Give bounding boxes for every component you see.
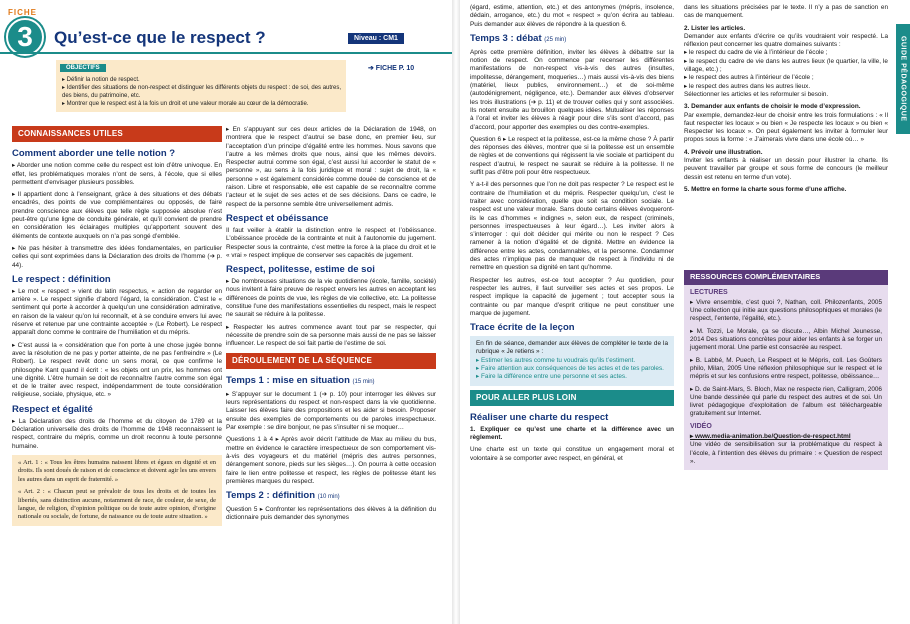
objectives-list <box>62 76 342 108</box>
paragraph: ▸ Il appartient donc à l’enseignant, grâce à des situations et des débats encadrés, des points de vue complémentaires ou opposés, de faire prendre conscience aux élèves que telle règle supposée absolue n’est peut-être qu’une ligne de conduite générale, et qu’il convient de prendre en considération les éclairages multiples qu’apportent souvent des éléments de contexte auxquels on n’a pas songé d’emblée. <box>12 191 222 240</box>
guide-pedagogique-tab: GUIDE PÉDAGOGIQUE <box>896 24 910 134</box>
charte-step-4: 4. Prévoir une illustration. <box>684 148 763 156</box>
heading-charte: Réaliser une charte du respect <box>470 411 609 423</box>
trace-intro: En fin de séance, demander aux élèves de compléter le texte de la rubrique « Je retiens » : <box>476 340 668 356</box>
list-item: ▸ le respect des autres dans les autres lieux. <box>684 82 811 90</box>
left-column-a <box>12 126 222 624</box>
section-band-deroulement: DÉROULEMENT DE LA SÉQUENCE <box>226 353 436 369</box>
charte-step-1: 1. Expliquer ce qu’est une charte et la différence avec un règlement. <box>470 425 674 442</box>
right-page <box>460 0 910 624</box>
book-spine <box>452 0 460 624</box>
right-column-b <box>684 4 888 624</box>
paragraph: (égard, estime, attention, etc.) et des antonymes (mépris, insolence, dédain, arrogance, etc.) du mot « respect » qu’on écrira au tableau. Puis demander aux élèves de répondre à la question 6. <box>470 4 674 28</box>
resource-item: ▸ D. de Saint-Mars, S. Bloch, Max ne respecte rien, Calligram, 2006 Une bande dessinée qui parle du respect des autres et de soi. Un livret pédagogique d’exploitation de l’album est téléchargeable gratuitement sur Internet. <box>690 385 882 418</box>
video-link[interactable]: ▸ www.media-animation.be/Question-de-respect.html <box>690 432 851 440</box>
list-item: ▸ le respect des autres à l’intérieur de l’école ; <box>684 74 814 82</box>
paragraph: Question 5 ▸ Confronter les représentations des élèves à la définition du dictionnaire puis demander des synonymes <box>226 506 436 522</box>
heading-temps-3 <box>470 33 674 46</box>
paragraph: ▸ Ne pas hésiter à transmettre des idées fondamentales, en particulier celles qui sont exprimées dans la Déclaration des droits de l’homme (➔ p. 44). <box>12 244 222 269</box>
charte-step-2: 2. Lister les articles. <box>684 24 746 32</box>
heading-definition: Le respect : définition <box>12 273 111 285</box>
section-band-connaissances: CONNAISSANCES UTILES <box>12 126 222 142</box>
paragraph: Demander aux enfants d’écrire ce qu’ils voudraient voir respecté. La réflexion peut concerner les quatre domaines suivants : <box>684 32 888 49</box>
paragraph: ▸ En s’appuyant sur ces deux articles de la Déclaration de 1948, on montrera que le respect d’autrui se base donc, en premier lieu, sur l’acceptation d’un principe d’égalité entre les hommes. Nous savons que l’autre a les mêmes droits que nous, ainsi que les mêmes devoirs. Respecter autrui comme son égal, c’est aussi lui accorder le statut de « personne », au sens à la fois juridique et moral : sujet de droit, la « personne » est également considérée comme douée de conscience et de raison. Libre et responsable, elle est capable de se reconnaître comme l’acteur et le sujet de ses actes et de ses décisions. Dans ce cadre, le respect de la personne semble être universellement admis. <box>226 126 436 208</box>
resources-band: RESSOURCES COMPLÉMENTAIRES <box>684 270 888 284</box>
heading-obeissance: Respect et obéissance <box>226 212 329 224</box>
paragraph: ▸ S’appuyer sur le document 1 (➔ p. 10) pour interroger les élèves sur leurs représentations du respect et non-respect dans la vie quotidienne. Laisser les élèves faire des propositions et les aider si besoin. Proposer ensuite des exemples de comportements ou de paroles irrespectueux. Par exemple : se dire bonjour, ne pas s’insulter ni se moquer… <box>226 390 436 432</box>
paragraph: Y a-t-il des personnes que l’on ne doit pas respecter ? Le respect est le contraire de l’humiliation et du mépris. Respecter quelqu’un, c’est le traiter avec considération, quelle que soit sa condition sociale. Le respect est une valeur morale. Sans doute certains élèves évoqueront-ils le cas d’hommes « indignes », selon eux, de respect (criminels, personnes irrespectueuses à leur égard…). Les inviter alors à s’interroger : qui doit décider qui mérite ou non le respect ? Ces ramener à la notion d’égalité et de dignité. Mettre en évidence la différence entre les actes, condamnables, et la personne. Condamner des actes n’implique pas de manquer de respect à l’individu ni de remettre en question sa dignité en tant qu’homme. <box>470 181 674 272</box>
resource-item: ▸ Vivre ensemble, c’est quoi ?, Nathan, coll. Philozenfants, 2005 Une collection qui initie aux questions philosophiques et morales (le respect, l’entente, l’égalité, etc.). <box>690 298 882 323</box>
trace-item: ▸ Faire attention aux conséquences de tes actes et de tes paroles. <box>476 364 664 372</box>
niveau-badge: Niveau : CM1 <box>348 33 404 44</box>
trace-item: ▸ Faire la différence entre une personne et ses actes. <box>476 373 627 381</box>
heading-temps-1-text: Temps 1 : mise en situation <box>226 374 350 386</box>
fiche-number-badge: 3 <box>6 18 44 56</box>
objective-item: ▸ Définir la notion de respect. <box>62 77 140 83</box>
paragraph: Par exemple, demandez-leur de choisir entre les trois formulations : « Il faut respecter les locaux » ou bien « Je respecte les locaux » ou bien « Respecter les locaux ». On peut également les inviter à formuler leur propos sous la forme : « J’aimerais vivre dans une école où… » <box>684 111 888 144</box>
heading-temps-2 <box>226 490 436 503</box>
heading-temps-3-text: Temps 3 : débat <box>470 32 542 44</box>
paragraph: dans les situations précisées par le texte. Il n’y a pas de sanction en cas de manquement. <box>684 4 888 20</box>
charte-step-5: 5. Mettre en forme la charte sous forme d’une affiche. <box>684 185 847 193</box>
paragraph: ▸ La Déclaration des droits de l’homme et du citoyen de 1789 et la Déclaration universelle des droits de l’homme de 1948 reconnaissent le respect, contraire du mépris, comme un droit reconnu à toute personne humaine. <box>12 417 222 450</box>
spacer <box>684 198 888 270</box>
paragraph: ▸ Respecter les autres commence avant tout par se respecter, qui nécessite de prendre soin de sa personne mais aussi de ne pas se laisser influencer. Le respect de soi fait partie de l’estime de soi. <box>226 323 436 348</box>
heading-comment-aborder: Comment aborder une telle notion ? <box>12 148 176 160</box>
heading-politesse: Respect, politesse, estime de soi <box>226 264 375 276</box>
paragraph: Inviter les enfants à réaliser un dessin pour illustrer la charte. Ils peuvent travailler par groupe et sous forme de concours (le meilleur dessin est retenu en terme d’un vote). <box>684 157 888 181</box>
duration-label: (25 min) <box>544 36 567 43</box>
quote-article-1: « Art. 1 : « Tous les êtres humains naissent libres et égaux en dignité et en droits. Ils sont doués de raison et de conscience et doivent agir les uns envers les autres dans un esprit de fraternité. » <box>18 458 216 483</box>
resources-box <box>684 270 888 470</box>
declaration-quote-box <box>12 455 222 526</box>
paragraph: Questions 1 à 4 ▸ Après avoir décrit l’attitude de Max au milieu du bus, mettre en évidence le caractère irrespectueux de son comportement vis-à-vis des voyageurs et du matériel (mépris des autres personnes, dérangement sonore, pieds sur les sièges…). On pourra à cette occasion faire le lien entre politesse et respect, les règles de politesse étant les premières marques du respect. <box>226 436 436 485</box>
heading-egalite: Respect et égalité <box>12 403 93 415</box>
video-heading: VIDÉO <box>690 422 712 430</box>
title-divider <box>0 52 452 54</box>
list-item: ▸ le respect du cadre de vie à l’intérieur de l’école ; <box>684 49 828 57</box>
fiche-word: FICHE <box>8 8 37 17</box>
right-column-a <box>470 4 674 624</box>
paragraph: Question 6 ▸ Le respect et la politesse, est-ce la même chose ? À partir des réponses des élèves, montrer que si la politesse est un ensemble de règles et de conventions qui régissent la vie sociale et participent du respect d’autrui, le respect ne saurait se réduire à la politesse. Il ne suffit pas d’être poli pour être respectueux. <box>470 135 674 177</box>
page-title: Qu’est-ce que le respect ? <box>54 28 266 47</box>
charte-step-3: 3. Demander aux enfants de choisir le mode d’expression. <box>684 103 861 111</box>
section-band-aller-plus-loin: POUR ALLER PLUS LOIN <box>470 390 674 406</box>
resource-item: ▸ B. Labbé, M. Puech, Le Respect et le Mépris, coll. Les Goûters philo, Milan, 2005 Une réflexion philosophique sur le respect et le mépris et sur les confusions entre respect, politesse, obéissance… <box>690 356 882 381</box>
trace-item: ▸ Estimer les autres comme tu voudrais qu’ils t’estiment. <box>476 356 636 364</box>
lectures-heading: LECTURES <box>690 288 728 296</box>
heading-temps-2-text: Temps 2 : définition <box>226 490 316 502</box>
paragraph: ▸ Le mot « respect » vient du latin respectus, « action de regarder en arrière ». Le respect signifie d’abord l’égard, la considération. C’est le « sentiment qui porte à accorder à quelqu’un une considération admirative, en raison de la valeur qu’on lui reconnaît, et à se conduire envers lui avec réserve et retenue par une contrainte acceptée » (Le Robert). Le respect apparaît donc comme le contraire de l’humiliation et du mépris. <box>12 287 222 337</box>
left-column-b <box>226 126 436 624</box>
duration-label: (10 min) <box>317 494 340 501</box>
list-item: ▸ le respect du cadre de vie dans les autres lieux (le quartier, la ville, le village, etc.) ; <box>684 57 888 74</box>
paragraph: ▸ De nombreuses situations de la vie quotidienne (école, famille, société) nous invitent à faire preuve de respect envers les autres en acceptant les différences de points de vue, les règles de vie collective, etc. La politesse constitue l’une des manifestations essentielles du respect, mais le respect ne saurait se réduire à la politesse. <box>226 278 436 319</box>
paragraph: Une charte est un texte qui constitue un engagement moral et volontaire à se comporter avec respect, en général, et <box>470 446 674 462</box>
heading-temps-1 <box>226 375 436 388</box>
paragraph: ▸ C’est aussi la « considération que l’on porte à une chose jugée bonne avec la résolution de ne pas y porter atteinte, de ne pas l’enfreindre » (Le Robert). Le respect revêt donc un sens moral, ce que confirme le philosophe Kant quand il écrit : « les objets ont un prix, les hommes ont une dignité. L’être humain se doit de reconnaître l’autre comme son égal et de le traiter avec respect, indépendamment de toute considération religieuse, sociale, physique, etc. » <box>12 341 222 399</box>
objective-item: ▸ Montrer que le respect est à la fois un droit et une valeur morale au cœur de la démocratie. <box>62 101 309 107</box>
paragraph: Après cette première définition, inviter les élèves à débattre sur la notion de respect. On commence par recenser les différentes manifestations de non-respect vis-à-vis des autres (insultes, impolitesse, dérangement, moqueries…) mais aussi vis-à-vis des biens (matériel, lieux publics, environnement…) et de soi-même (autodénigrement, négligence, etc.). Demander aux élèves d’observer les trois illustrations (➔ p. 11) et de trouver celles qui y sont associées. Ils notent ensuite au brouillon quelques idées. Mutualiser les réponses à l’oral et inviter les élèves à réagir pour dire s’ils sont d’accord, pas d’accord, pour apporter des exemples ou des contre-exemples. <box>470 48 674 131</box>
fiche-reference-link[interactable]: ➔ FICHE P. 10 <box>368 65 415 72</box>
trace-box <box>470 336 674 385</box>
heading-trace-ecrite: Trace écrite de la leçon <box>470 322 575 334</box>
quote-article-2: « Art. 2 : « Chacun peut se prévaloir de tous les droits et de toutes les libertés, sans distinction aucune, notamment de race, de couleur, de sexe, de langue, de religion, d’opinion politique ou de toute autre opinion, d’origine nationale ou sociale, de fortune, de naissance ou de toute autre situation. » <box>18 488 216 521</box>
paragraph: Il faut veiller à établir la distinction entre le respect et l’obéissance. L’obéissance procède de la contrainte et nuit à l’autonomie du jugement. Respecter sous la contrainte, c’est mettre la force à la place du droit et le « vrai » respect implique de conserver ses capacités de jugement. <box>226 226 436 259</box>
left-page <box>0 0 452 624</box>
objective-item: ▸ Identifier des situations de non-respect et distinguer les différents objets du respect : de soi, des autres, des biens, du patrimoine, etc. <box>62 85 342 99</box>
paragraph: Respecter les autres, est-ce tout accepter ? Au quotidien, pour respecter les autres, il faut surveiller ses actes et ses propos. Le respect implique la capacité de jugement ; tout accepter sous la contrainte ou par manque d’esprit critique ne peut constituer une marque de jugement. <box>470 276 674 317</box>
resource-item: ▸ M. Tozzi, Le Morale, ça se discute…, Albin Michel Jeunesse, 2014 Des situations concrètes pour aider les enfants à se forger un jugement moral. Une partie est consacrée au respect. <box>690 327 882 352</box>
paragraph: Sélectionner les articles et les reformuler si besoin. <box>684 90 829 98</box>
paragraph: ▸ Aborder une notion comme celle du respect est loin d’être univoque. En effet, les problématiques morales n’ont de sens, à l’école, que si elles permettent d’envisager plusieurs possibles. <box>12 162 222 186</box>
duration-label: (15 min) <box>352 378 375 385</box>
objectives-label: OBJECTIFS <box>60 64 106 72</box>
video-description: Une vidéo de sensibilisation sur la problématique du respect à l’école, à l’intention des élèves du primaire : « Question de respect ». <box>690 441 882 465</box>
